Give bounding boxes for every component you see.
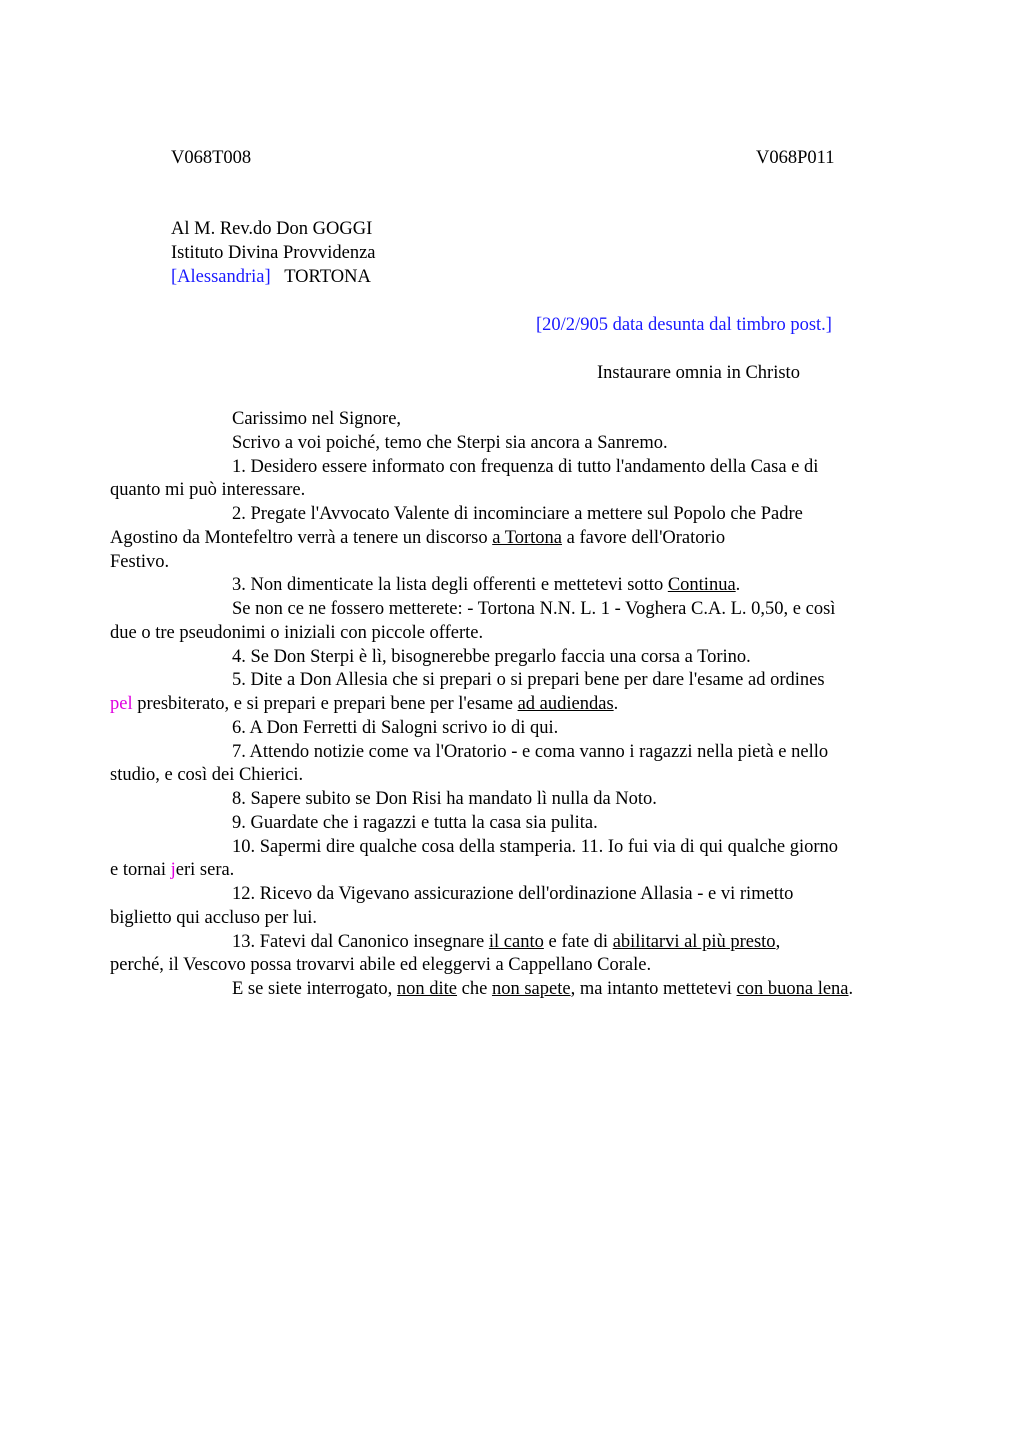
paragraph-2: 2. Pregate l'Avvocato Valente di incominciare a mettere sul Popolo che Padre Agostino da Montefeltro verrà a tenere un discorso a Tortona a favore dell'Oratorio Festivo.: [110, 504, 803, 572]
underlined-text: a Tortona: [492, 527, 562, 548]
paragraph-10-11: 10. Sapermi dire qualche cosa della stamperia. 11. Io fui via di qui qualche giorno e tornai jeri sera.: [110, 836, 839, 881]
paragraph-7: 7. Attendo notizie come va l'Oratorio - e coma vanno i ragazzi nella pietà e nello studio, e così dei Chierici.: [110, 741, 829, 786]
paragraph-intro: Scrivo a voi poiché, temo che Sterpi sia ancora a Sanremo.: [232, 432, 668, 453]
address-line-recipient: Al M. Rev.do Don GOGGI: [171, 219, 373, 239]
paragraph-3: 3. Non dimenticate la lista degli offerenti e mettetevi sotto Continua.: [232, 575, 741, 596]
magenta-text: pel: [110, 694, 133, 714]
paragraph-8: 8. Sapere subito se Don Risi ha mandato lì nulla da Noto.: [232, 789, 657, 809]
paragraph-4: 4. Se Don Sterpi è lì, bisognerebbe pregarlo faccia una corsa a Torino.: [232, 646, 751, 667]
paragraph-9: 9. Guardate che i ragazzi e tutta la casa sia pulita.: [232, 812, 598, 833]
editorial-bracket-province: [Alessandria]: [171, 267, 271, 287]
magenta-text: j: [170, 860, 176, 881]
paragraph-3b: Se non ce ne fossero metterete: - Tortona N.N. L. 1 - Voghera C.A. L. 0,50, e così due o tre pseudonimi o iniziali con piccole offerte.: [110, 599, 836, 643]
underlined-text: Continua: [667, 575, 736, 596]
city-name: TORTONA: [284, 267, 371, 287]
letter-body: [110, 408, 931, 1002]
archive-code-right: V068P011: [756, 148, 835, 168]
address-line-city: [171, 265, 376, 289]
underlined-text: abilitarvi al più presto: [612, 931, 776, 952]
paragraph-5: 5. Dite a Don Allesia che si prepari o si prepari bene per dare l'esame ad ordines pel presbiterato, e si prepari e prepari bene per l'esame ad audiendas.: [110, 670, 825, 714]
greeting: Carissimo nel Signore,: [232, 409, 402, 429]
underlined-text: non sapete: [491, 979, 571, 999]
underlined-text: ad audiendas: [517, 694, 614, 714]
editorial-date-note: [20/2/905 data desunta dal timbro post.]: [536, 315, 832, 335]
paragraph-1: 1. Desidero essere informato con frequenza di tutto l'andamento della Casa e di quanto mi può interessare.: [110, 456, 819, 501]
underlined-text: il canto: [488, 931, 544, 952]
archive-code-left: V068T008: [171, 148, 252, 168]
paragraph-13: 13. Fatevi dal Canonico insegnare il canto e fate di abilitarvi al più presto, perché, il Vescovo possa trovarvi abile ed eleggervi a Cappellano Corale.: [110, 931, 781, 976]
paragraph-6: 6. A Don Ferretti di Salogni scrivo io di qui.: [232, 717, 559, 738]
address-line-institute: Istituto Divina Provvidenza: [171, 243, 376, 263]
motto: Instaurare omnia in Christo: [597, 363, 800, 383]
paragraph-closing: E se siete interrogato, non dite che non sapete, ma intanto mettetevi con buona lena.: [232, 979, 854, 999]
underlined-text: con buona lena: [736, 979, 849, 999]
underlined-text: non dite: [396, 979, 458, 999]
paragraph-12: 12. Ricevo da Vigevano assicurazione dell'ordinazione Allasia - e vi rimetto biglietto qui accluso per lui.: [110, 884, 794, 928]
address-block: [171, 217, 376, 289]
